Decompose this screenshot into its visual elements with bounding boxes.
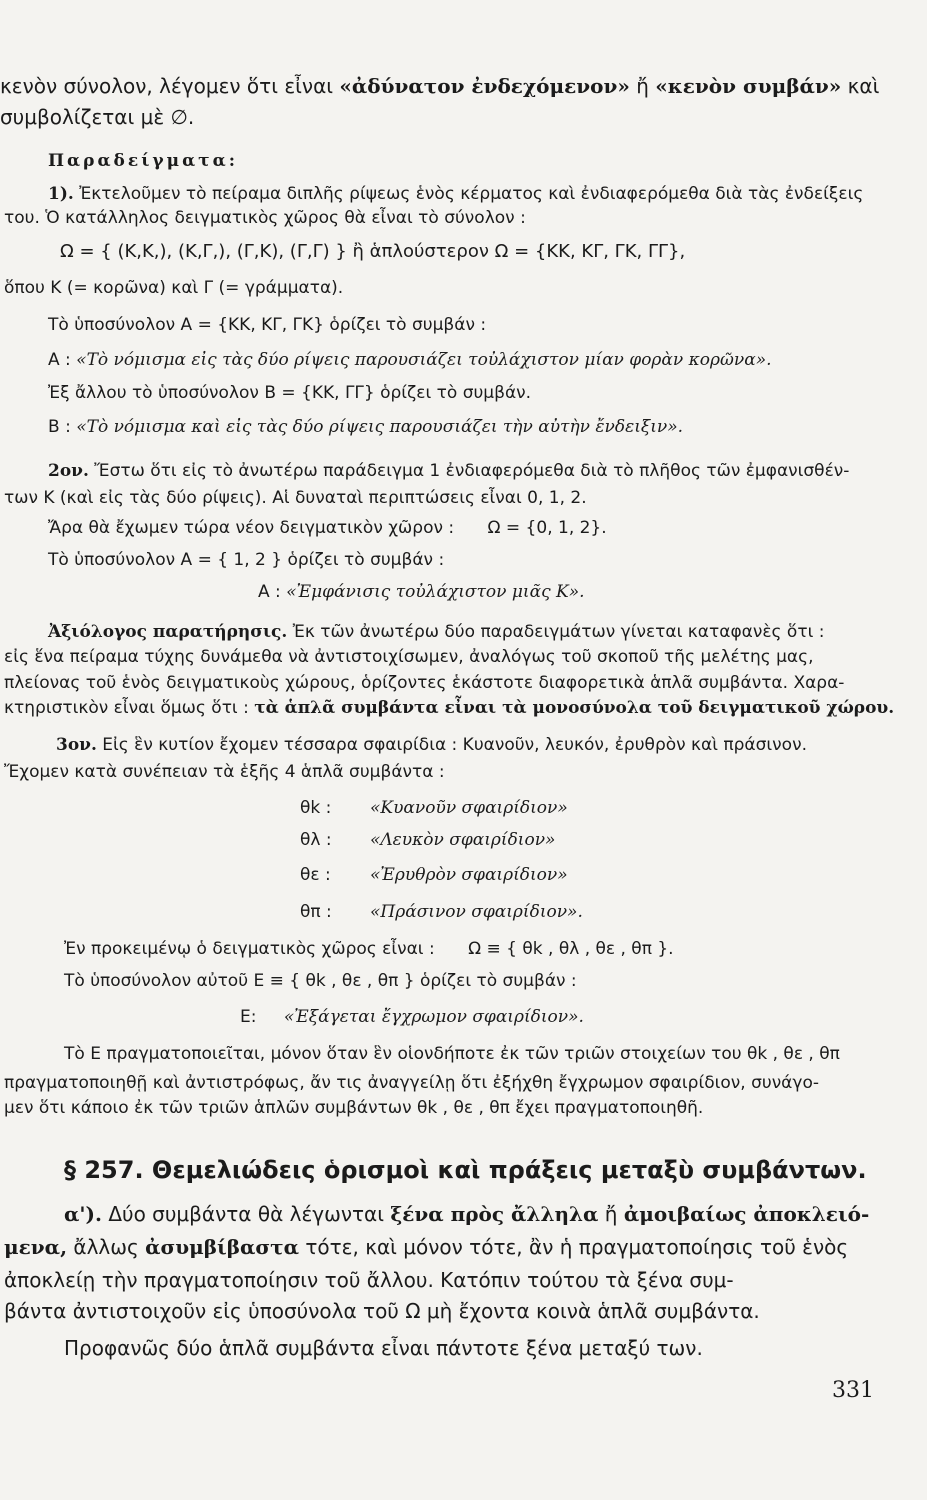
definition-line: ἀποκλείῃ τὴν πραγματοποίησιν τοῦ ἄλλου. Κατόπιν τούτου τὰ ξένα συμ- — [4, 1268, 734, 1292]
text-line: πλείονας τοῦ ἑνὸς δειγματικοὺς χώρους, ὁρίζοντες ἑκάστοτε διαφορετικὰ ἁπλᾶ συμβάντα. Χαρα- — [4, 673, 845, 693]
text-line — [4, 697, 894, 719]
text-span: Ἐν προκειμένῳ ὁ δειγματικὸς χῶρος εἶναι : — [64, 939, 435, 959]
definition-line — [4, 1233, 848, 1261]
text-span: Δύο συμβάντα θὰ λέγωνται — [108, 1202, 385, 1226]
event-description: «Τὸ νόμισμα καὶ εἰς τὰς δύο ρίψεις παρουσιάζει τὴν αὐτὴν ἔνδειξιν». — [76, 417, 684, 437]
event-B — [48, 416, 683, 438]
definition-line: βάντα ἀντιστοιχοῦν εἰς ὑποσύνολα τοῦ Ω μὴ ἔχοντα κοινὰ ἁπλᾶ συμβάντα. — [4, 1299, 760, 1323]
bold-term: μενα, — [4, 1235, 68, 1259]
text-span: καὶ — [847, 74, 880, 98]
theta-k: θk : — [300, 798, 332, 818]
section-heading: § 257. Θεμελιώδεις ὁρισμοὶ καὶ πράξεις μεταξὺ συμβάντων. — [64, 1156, 867, 1184]
event-description: «Τὸ νόμισμα εἰς τὰς δύο ρίψεις παρουσιάζει τοὐλάχιστον μίαν φορὰν κορῶνα». — [76, 350, 772, 370]
text-span: ἄλλως — [73, 1235, 139, 1259]
text-line: Τὸ ὑποσύνολον Α = { 1, 2 } ὁρίζει τὸ συμβάν : — [48, 550, 445, 570]
definition-line: Προφανῶς δύο ἁπλᾶ συμβάντα εἶναι πάντοτε ξένα μεταξύ των. — [64, 1336, 703, 1360]
bold-term: ἀμοιβαίως ἀποκλειό- — [623, 1202, 870, 1226]
event-description: «Ἐμφάνισις τοὐλάχιστον μιᾶς Κ». — [286, 582, 585, 602]
remark-label: Ἀξιόλογος παρατήρησις. — [48, 622, 288, 642]
text-line: πραγματοποιηθῇ καὶ ἀντιστρόφως, ἄν τις ἀναγγείλῃ ὅτι ἐξήχθη ἔγχρωμον σφαιρίδιον, συνάγο- — [4, 1073, 819, 1093]
event-E — [240, 1006, 584, 1028]
text-span: Ἔστω ὅτι εἰς τὸ ἀνωτέρω παράδειγμα 1 ἐνδιαφερόμεθα διὰ τὸ πλῆθος τῶν ἐμφανισθέν- — [94, 461, 850, 481]
omega-set: Ω ≡ { θk , θλ , θε , θπ }. — [468, 939, 674, 959]
theta-p-event: «Πράσινον σφαιρίδιον». — [370, 902, 583, 922]
example-label: 3ον. — [56, 735, 97, 755]
event-label: Α : — [258, 582, 281, 602]
text-line: Ἐξ ἄλλου τὸ ὑποσύνολον Β = {ΚΚ, ΓΓ} ὁρίζει τὸ συμβάν. — [48, 383, 532, 403]
text-span: τότε, καὶ μόνον τότε, ἂν ἡ πραγματοποίησις τοῦ ἑνὸς — [305, 1235, 849, 1259]
example-3 — [56, 734, 807, 756]
text-span: Εἰς ἓν κυτίον ἔχομεν τέσσαρα σφαιρίδια : Κυανοῦν, λευκόν, ἐρυθρὸν καὶ πράσινον. — [102, 735, 807, 755]
bold-term: ἀσυμβίβαστα — [145, 1235, 299, 1259]
text-span: κενὸν σύνολον, λέγομεν ὅτι εἶναι — [0, 74, 334, 98]
example-1 — [48, 183, 863, 205]
text-line: ὅπου Κ (= κορῶνα) καὶ Γ (= γράμματα). — [4, 278, 344, 298]
bold-term: «ἀδύνατον ἐνδεχόμενον» — [339, 74, 630, 98]
event-A — [48, 349, 772, 371]
bold-term: ξένα πρὸς ἄλληλα — [390, 1202, 599, 1226]
theta-l: θλ : — [300, 830, 332, 850]
text-span: Ἐκ τῶν ἀνωτέρω δύο παραδειγμάτων γίνεται καταφανὲς ὅτι : — [292, 622, 825, 642]
theta-p: θπ : — [300, 902, 332, 922]
text-line: Ἔχομεν κατὰ συνέπειαν τὰ ἑξῆς 4 ἁπλᾶ συμβάντα : — [4, 762, 445, 782]
text-line: Τὸ ὑποσύνολον Α = {ΚΚ, ΚΓ, ΓΚ} ὁρίζει τὸ συμβάν : — [48, 315, 487, 335]
bold-term: «κενὸν συμβάν» — [655, 74, 842, 98]
event-label: Β : — [48, 417, 71, 437]
page-number: 331 — [832, 1378, 874, 1403]
text-line — [0, 72, 879, 100]
event-label: Ε: — [240, 1007, 257, 1027]
text-span: κτηριστικὸν εἶναι ὅμως ὅτι : — [4, 698, 249, 718]
theta-e-event: «Ἐρυθρὸν σφαιρίδιον» — [370, 865, 568, 885]
text-line: του. Ὁ κατάλληλος δειγματικὸς χῶρος θὰ εἶναι τὸ σύνολον : — [4, 208, 526, 228]
text-span: ἤ — [604, 1202, 618, 1226]
text-line: μεν ὅτι κάποιο ἐκ τῶν τριῶν ἁπλῶν συμβάντων θk , θε , θπ ἔχει πραγματοποιηθῆ. — [4, 1098, 704, 1118]
example-label: 1). — [48, 184, 74, 204]
theta-l-event: «Λευκὸν σφαιρίδιον» — [370, 830, 556, 850]
text-line — [64, 938, 674, 960]
text-line: των Κ (καὶ εἰς τὰς δύο ρίψεις). Αἱ δυναταὶ περιπτώσεις εἶναι 0, 1, 2. — [4, 488, 587, 508]
omega-definition: Ω = { (Κ,Κ,), (Κ,Γ,), (Γ,Κ), (Γ,Γ) } ἢ ἁπλούστερον Ω = {ΚΚ, ΚΓ, ΓΚ, ΓΓ}, — [60, 241, 686, 262]
event-label: Α : — [48, 350, 71, 370]
event-description: «Ἐξάγεται ἔγχρωμον σφαιρίδιον». — [283, 1007, 584, 1027]
bold-statement: τὰ ἁπλᾶ συμβάντα εἶναι τὰ μονοσύνολα τοῦ δειγματικοῦ χώρου. — [254, 698, 895, 718]
definition-line — [64, 1200, 869, 1228]
text-line: εἰς ἕνα πείραμα τύχης δυνάμεθα νὰ ἀντιστοιχίσωμεν, ἀναλόγως τοῦ σκοποῦ τῆς μελέτης μας, — [4, 647, 814, 667]
examples-title: Παραδείγματα: — [48, 151, 238, 171]
theta-k-event: «Κυανοῦν σφαιρίδιον» — [370, 798, 568, 818]
text-span: ἤ — [636, 74, 649, 98]
text-span: Ἄρα θὰ ἔχωμεν τώρα νέον δειγματικὸν χῶρον : — [48, 518, 455, 538]
example-label: 2ον. — [48, 461, 89, 481]
text-line: συμβολίζεται μὲ ∅. — [0, 105, 195, 129]
remark — [48, 621, 824, 643]
event-A2 — [258, 581, 585, 603]
text-line — [48, 517, 607, 539]
text-line: Τὸ ὑποσύνολον αὐτοῦ Ε ≡ { θk , θε , θπ } ὁρίζει τὸ συμβάν : — [64, 971, 577, 991]
theta-e: θε : — [300, 865, 331, 885]
text-span: Ἐκτελοῦμεν τὸ πείραμα διπλῆς ρίψεως ἑνὸς κέρματος καὶ ἐνδιαφερόμεθα διὰ τὰς ἐνδείξεις — [79, 184, 864, 204]
omega-set: Ω = {0, 1, 2}. — [487, 518, 607, 538]
text-line: Τὸ Ε πραγματοποιεῖται, μόνον ὅταν ἓν οἱονδήποτε ἐκ τῶν τριῶν στοιχείων του θk , θε , θπ — [64, 1044, 840, 1064]
example-2 — [48, 460, 849, 482]
definition-label: α'). — [64, 1202, 102, 1226]
